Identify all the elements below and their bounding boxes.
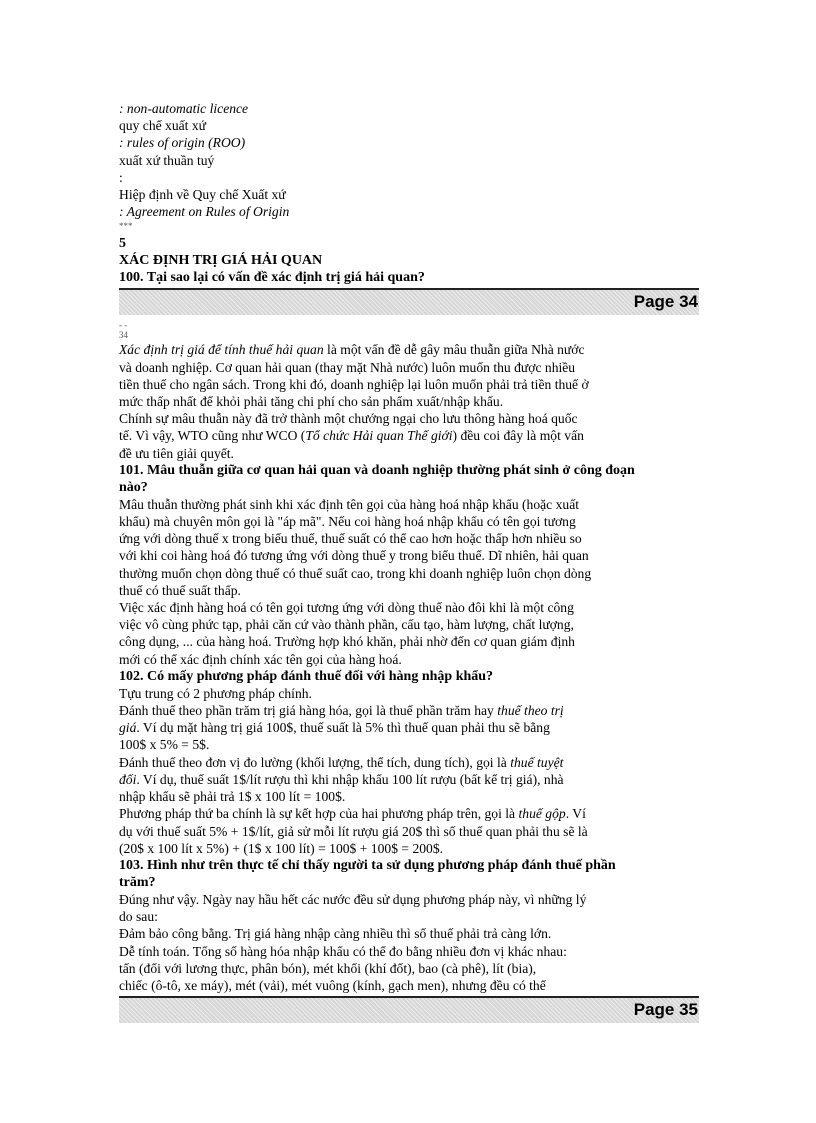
paragraph-line: thường muốn chọn dòng thuế có thuế suất cao, trong khi doanh nghiệp luôn chọn dòng <box>119 565 592 581</box>
paragraph-line: Dễ tính toán. Tổng số hàng hóa nhập khẩu có thể đo bằng nhiều đơn vị khác nhau: <box>119 943 567 959</box>
paragraph-line: Đánh thuế theo đơn vị đo lường (khối lượng, thể tích, dung tích), gọi là thuế tuyệt <box>119 754 564 770</box>
document-page <box>119 100 699 1029</box>
paragraph-line: Đảm bảo công bằng. Trị giá hàng nhập càng nhiều thì số thuế phải trả càng lớn. <box>119 926 552 942</box>
paragraph-line: mức thấp nhất để khỏi phải tăng chi phí cho sản phẩm xuất/nhập khẩu. <box>119 394 504 410</box>
page-small-number: 34 <box>119 330 128 341</box>
page-footer-bar <box>119 996 699 1023</box>
paragraph-line: Xác định trị giá để tính thuế hải quan là một vấn đề dễ gây mâu thuẫn giữa Nhà nước <box>119 342 585 358</box>
glossary-line: xuất xứ thuần tuý <box>119 152 215 168</box>
answer-101 <box>119 496 699 668</box>
question-102: 102. Có mấy phương pháp đánh thuế đối với hàng nhập khẩu? <box>119 668 494 684</box>
paragraph-line: Đánh thuế theo phần trăm trị giá hàng hóa, gọi là thuế phần trăm hay thuế theo trị <box>119 703 564 719</box>
paragraph-line: tiền thuế cho ngân sách. Trong khi đó, doanh nghiệp lại luôn muốn phải trả tiền thuế ở <box>119 376 589 392</box>
paragraph-line: Tựu trung có 2 phương pháp chính. <box>119 685 312 701</box>
chapter-title: XÁC ĐỊNH TRỊ GIÁ HẢI QUAN <box>119 253 323 269</box>
page-dash-mark: - - <box>119 320 128 331</box>
paragraph-line: với khi coi hàng hoá đó tương ứng với dòng thuế y trong biểu thuế. Dĩ nhiên, hải quan <box>119 548 589 564</box>
paragraph-line: mới có thể xác định chính xác tên gọi của hàng hoá. <box>119 651 402 667</box>
paragraph-line: tấn (đối với lương thực, phân bón), mét khối (khí đốt), bao (cà phê), lít (bia), <box>119 960 537 976</box>
question-101: 101. Mâu thuẫn giữa cơ quan hải quan và doanh nghiệp thường phát sinh ở công đoạn <box>119 462 635 478</box>
question-103: 103. Hình như trên thực tế chỉ thấy người ta sử dụng phương pháp đánh thuế phần <box>119 857 616 873</box>
answer-103 <box>119 891 699 994</box>
paragraph-line: Việc xác định hàng hoá có tên gọi tương ứng với dòng thuế nào đôi khi là một công <box>119 600 574 616</box>
glossary-line: quy chế xuất xứ <box>119 118 207 134</box>
paragraph-line: do sau: <box>119 909 158 925</box>
paragraph-line: (20$ x 100 lít x 5%) + (1$ x 100 lít) = 100$ + 100$ = 200$. <box>119 840 444 856</box>
glossary-line: : <box>119 169 123 185</box>
question-103-cont: trăm? <box>119 874 156 890</box>
paragraph-line: chiếc (ô-tô, xe máy), mét (vải), mét vuông (kính, gạch men), nhưng đều có thể <box>119 977 546 993</box>
paragraph-line: khẩu) mà chuyên môn gọi là "áp mã". Nếu coi hàng hoá nhập khẩu có tên gọi tương <box>119 514 576 530</box>
glossary-line: : rules of origin (ROO) <box>119 135 246 151</box>
answer-100 <box>119 341 699 461</box>
page-number-label: Page 35 <box>633 1000 698 1020</box>
glossary-line: Hiệp định về Quy chế Xuất xứ <box>119 187 286 203</box>
glossary-block <box>119 100 699 232</box>
paragraph-line: Chính sự mâu thuẫn này đã trở thành một chướng ngại cho lưu thông hàng hoá quốc <box>119 411 578 427</box>
paragraph-line: dụ với thuế suất 5% + 1$/lít, giả sử mỗi lít rượu giá 20$ thì số thuế quan phải thu sẽ là <box>119 823 588 839</box>
question-100: 100. Tại sao lại có vấn đề xác định trị giá hải quan? <box>119 270 425 286</box>
paragraph-line: Mâu thuẫn thường phát sinh khi xác định tên gọi của hàng hoá nhập khẩu (hoặc xuất <box>119 496 580 512</box>
paragraph-line: công dụng, ... của hàng hoá. Trường hợp khó khăn, phải nhờ đến cơ quan giám định <box>119 634 575 650</box>
paragraph-line: giá. Ví dụ mặt hàng trị giá 100$, thuế suất là 5% thì thuế quan phải thu sẽ bằng <box>119 720 550 736</box>
question-101-cont: nào? <box>119 479 148 495</box>
paragraph-line: Đúng như vậy. Ngày nay hầu hết các nước đều sử dụng phương pháp này, vì những lý <box>119 891 587 907</box>
paragraph-line: tế. Vì vậy, WTO cũng như WCO (Tổ chức Hải quan Thế giới) đều coi đây là một vấn <box>119 428 584 444</box>
paragraph-line: 100$ x 5% = 5$. <box>119 737 210 753</box>
paragraph-line: thuế có thuế suất thấp. <box>119 582 241 598</box>
paragraph-line: đề ưu tiên giải quyết. <box>119 445 234 461</box>
paragraph-line: ứng với dòng thuế x trong biểu thuế, thuế suất có thể cao hơn hoặc thấp hơn nhiều so <box>119 531 582 547</box>
glossary-line: : non-automatic licence <box>119 101 249 116</box>
page-footer-bar <box>119 288 699 315</box>
answer-102 <box>119 685 699 857</box>
section-separator: *** <box>119 221 133 232</box>
paragraph-line: nhập khẩu sẽ phải trả 1$ x 100 lít = 100$. <box>119 789 346 805</box>
paragraph-line: và doanh nghiệp. Cơ quan hải quan (thay mặt Nhà nước) luôn muốn thu được nhiều <box>119 359 576 375</box>
chapter-number: 5 <box>119 236 126 252</box>
paragraph-line: đối. Ví dụ, thuế suất 1$/lít rượu thì khi nhập khẩu 100 lít rượu (bất kể trị giá), nhà <box>119 771 564 787</box>
page-number-label: Page 34 <box>633 292 698 312</box>
glossary-line: : Agreement on Rules of Origin <box>119 204 290 220</box>
paragraph-line: Phương pháp thứ ba chính là sự kết hợp của hai phương pháp trên, gọi là thuế gộp. Ví <box>119 806 586 822</box>
paragraph-line: việc vô cùng phức tạp, phải căn cứ vào thành phần, cấu tạo, hàm lượng, chất lượng, <box>119 617 574 633</box>
